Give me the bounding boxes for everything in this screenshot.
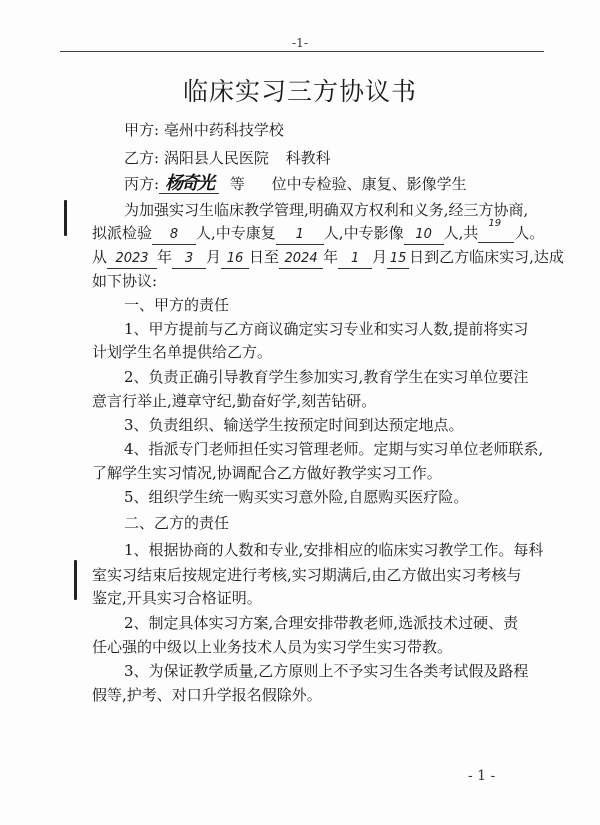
count-total-handwritten: 19 xyxy=(488,218,502,229)
section-a-item4-line1: 4、指派专门老师担任实习管理老师。定期与实习单位老师联系, xyxy=(124,440,544,458)
section-a-item1-line1: 1、甲方提前与乙方商议确定实习专业和实习人数,提前将实习 xyxy=(124,320,529,338)
party-c-name-blank xyxy=(159,175,219,194)
section-b-item1-line3: 鉴定,开具实习合格证明。 xyxy=(92,589,262,607)
start-day-blank xyxy=(221,248,249,269)
section-a-item2-line1: 2、负责正确引导教育学生参加实习,教育学生在实习单位要注 xyxy=(124,368,529,386)
footer-page-number: - 1 - xyxy=(468,768,496,784)
count-rehab-blank xyxy=(276,224,324,245)
intro-l3-month2: 月 xyxy=(372,248,388,266)
section-a-item2-line2: 意言行举止,遵章守纪,勤奋好学,刻苦钻研。 xyxy=(92,392,377,410)
intro-l2-text-e: 人。 xyxy=(514,224,545,242)
intro-l3-from: 从 xyxy=(92,248,108,266)
intro-l3-month1: 月 xyxy=(206,248,222,266)
start-year-handwritten: 2023 xyxy=(115,251,149,266)
count-rehab-handwritten: 1 xyxy=(295,227,304,242)
intro-line-4: 如下协议: xyxy=(92,272,158,290)
binding-mark-bottom xyxy=(74,560,77,600)
intro-l3-year1: 年 xyxy=(157,248,173,266)
start-month-blank xyxy=(172,248,206,269)
start-year-blank xyxy=(107,248,157,269)
section-a-item3: 3、负责组织、输送学生按预定时间到达预定地点。 xyxy=(124,416,464,434)
intro-line-2 xyxy=(92,218,545,245)
section-a-item4-line2: 了解学生实习情况,协调配合乙方做好教学实习工作。 xyxy=(92,464,442,482)
end-month-handwritten: 1 xyxy=(350,251,360,266)
end-year-handwritten: 2024 xyxy=(284,251,318,266)
party-a-value: 亳州中药科技学校 xyxy=(163,121,284,139)
section-a-item1-line2: 计划学生名单提供给乙方。 xyxy=(92,343,273,361)
party-c-line xyxy=(124,175,467,194)
section-b-item2-line1: 2、制定具体实习方案,合理安排带教老师,选派技术过硬、责 xyxy=(124,614,519,632)
end-month-blank xyxy=(338,248,372,269)
count-lab-handwritten: 8 xyxy=(169,227,179,242)
header-divider xyxy=(60,51,544,52)
section-b-item1-line1: 1、根据协商的人数和专业,安排相应的临床实习教学工作。每科 xyxy=(124,541,544,559)
intro-line-3 xyxy=(92,248,564,269)
end-day-handwritten: 15 xyxy=(389,251,407,266)
intro-l3-tail: 日到乙方临床实习,达成 xyxy=(409,248,564,266)
party-b-dept: 科教科 xyxy=(285,149,331,167)
count-total-blank xyxy=(478,218,514,243)
intro-l2-text-a: 拟派检验 xyxy=(92,224,153,242)
header-page-marker: -1- xyxy=(292,36,308,50)
intro-line-1: 为加强实习生临床教学管理,明确双方权利和义务,经三方协商, xyxy=(124,201,529,219)
party-b-line xyxy=(124,149,331,167)
intro-l3-year2: 年 xyxy=(323,248,339,266)
start-day-handwritten: 16 xyxy=(226,251,244,266)
section-b-item2-line2: 任心强的中级以上业务技术人员为实习学生实习带教。 xyxy=(92,638,453,656)
intro-l2-text-d: 人,共 xyxy=(443,224,479,242)
intro-l3-to: 日至 xyxy=(249,248,280,266)
document-title: 临床实习三方协议书 xyxy=(182,77,417,106)
party-c-text1: 等 xyxy=(229,175,245,193)
intro-l2-text-b: 人,中专康复 xyxy=(196,224,276,242)
party-c-label: 丙方: xyxy=(124,175,160,193)
intro-l2-text-c: 人,中专影像 xyxy=(323,224,404,242)
section-b-item3-line1: 3、为保证教学质量,乙方原则上不予实习生各类考试假及路程 xyxy=(124,662,529,680)
end-day-blank xyxy=(387,248,409,269)
count-imaging-blank xyxy=(404,224,444,245)
party-c-text2: 位中专检验、康复、影像学生 xyxy=(271,175,467,193)
count-lab-blank xyxy=(152,224,196,245)
section-a-item5: 5、组织学生统一购买实习意外险,自愿购买医疗险。 xyxy=(124,488,469,506)
binding-mark-top xyxy=(64,200,67,236)
party-b-label: 乙方: xyxy=(124,149,160,167)
party-b-value: 涡阳县人民医院 xyxy=(163,149,269,167)
count-imaging-handwritten: 10 xyxy=(415,227,432,242)
party-a-label: 甲方: xyxy=(124,121,160,139)
section-b-heading: 二、乙方的责任 xyxy=(124,514,230,532)
section-b-item1-line2: 室实习结束后按规定进行考核,实习期满后,由乙方做出实习考核与 xyxy=(92,566,522,584)
start-month-handwritten: 3 xyxy=(184,251,194,266)
section-a-heading: 一、甲方的责任 xyxy=(124,296,230,314)
party-c-name-handwritten: 杨奇光 xyxy=(165,173,214,194)
end-year-blank xyxy=(279,248,323,269)
party-a-line xyxy=(124,121,284,139)
section-b-item3-line2: 假等,护考、对口升学报名假除外。 xyxy=(92,686,322,704)
